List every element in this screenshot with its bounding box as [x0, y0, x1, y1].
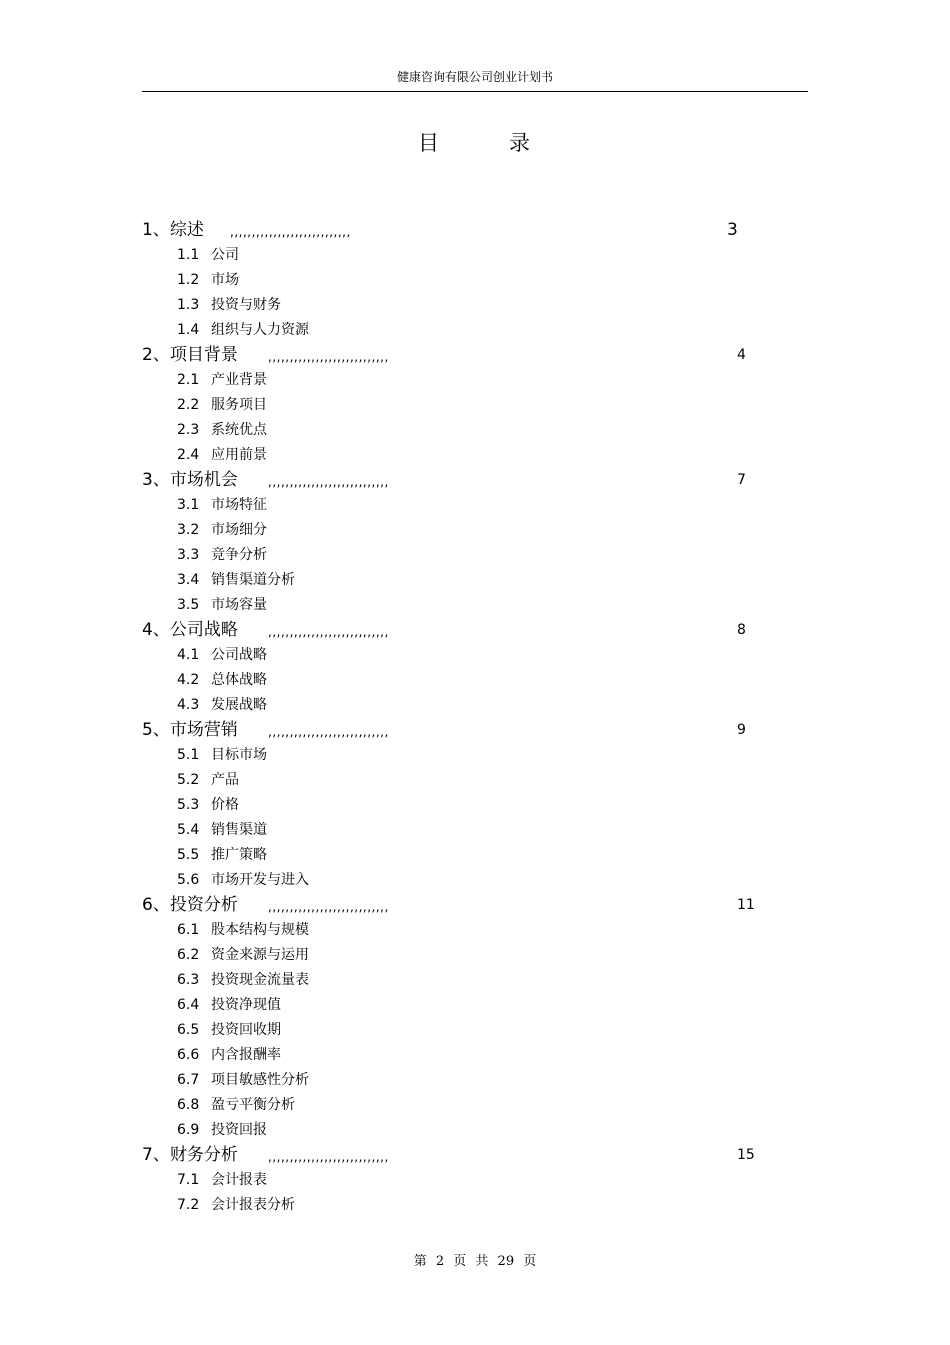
toc-page-number: 7	[737, 472, 746, 488]
toc-subsection-label: 盈亏平衡分析	[211, 1097, 295, 1113]
toc-subsection-number: 1.2	[177, 272, 200, 288]
toc-subsection-label: 内含报酬率	[211, 1047, 281, 1063]
toc-subsection-label: 投资净现值	[211, 997, 281, 1013]
toc-subsection[interactable]	[0, 1018, 950, 1043]
toc-subsection[interactable]	[0, 393, 950, 418]
toc-section-label: 5、市场营销	[142, 720, 238, 740]
page-title	[418, 127, 530, 157]
toc-section-label: 4、公司战略	[142, 620, 238, 640]
toc-subsection-number: 2.2	[177, 397, 200, 413]
toc-page-number: 15	[737, 1147, 755, 1163]
toc-subsection[interactable]	[0, 693, 950, 718]
toc-subsection-label: 市场容量	[211, 597, 267, 613]
toc-subsection-number: 6.5	[177, 1022, 200, 1038]
toc-subsection-label: 竞争分析	[211, 547, 267, 563]
toc-subsection-label: 会计报表分析	[211, 1197, 295, 1213]
toc-subsection[interactable]	[0, 843, 950, 868]
toc-subsection[interactable]	[0, 968, 950, 993]
toc-subsection-number: 5.5	[177, 847, 200, 863]
toc-leader-dots: ,,,,,,,,,,,,,,,,,,,,,,,,,,,,	[268, 900, 389, 914]
toc-subsection-label: 投资回收期	[211, 1022, 281, 1038]
toc-subsection-number: 7.1	[177, 1172, 200, 1188]
toc-subsection-number: 2.1	[177, 372, 200, 388]
toc-subsection[interactable]	[0, 1043, 950, 1068]
toc-section[interactable]	[0, 718, 950, 743]
toc-subsection-number: 1.3	[177, 297, 200, 313]
toc-subsection-number: 3.1	[177, 497, 200, 513]
toc-subsection[interactable]	[0, 1068, 950, 1093]
toc-subsection-number: 5.1	[177, 747, 200, 763]
toc-leader-dots: ,,,,,,,,,,,,,,,,,,,,,,,,,,,,	[268, 725, 389, 739]
toc-section[interactable]	[0, 468, 950, 493]
toc-subsection[interactable]	[0, 1118, 950, 1143]
toc-subsection-label: 组织与人力资源	[211, 322, 309, 338]
toc-subsection-label: 应用前景	[211, 447, 267, 463]
toc-page-number: 9	[737, 722, 746, 738]
toc-subsection-label: 产业背景	[211, 372, 267, 388]
page-footer: 第 2 页 共 29 页	[413, 1254, 537, 1269]
toc-subsection-label: 公司战略	[211, 647, 267, 663]
toc-subsection-number: 2.3	[177, 422, 200, 438]
toc-subsection-label: 市场细分	[211, 522, 267, 538]
toc-subsection[interactable]	[0, 293, 950, 318]
toc-subsection[interactable]	[0, 818, 950, 843]
toc-subsection-label: 价格	[211, 797, 239, 813]
toc-section-label: 3、市场机会	[142, 470, 238, 490]
toc-subsection[interactable]	[0, 768, 950, 793]
toc-subsection[interactable]	[0, 318, 950, 343]
toc-subsection-number: 4.1	[177, 647, 200, 663]
toc-subsection-number: 5.3	[177, 797, 200, 813]
toc-subsection-label: 投资回报	[211, 1122, 267, 1138]
toc-subsection-label: 目标市场	[211, 747, 267, 763]
toc-subsection-number: 2.4	[177, 447, 200, 463]
toc-subsection-number: 6.3	[177, 972, 200, 988]
toc-page-number: 8	[737, 622, 746, 638]
toc-subsection-number: 6.4	[177, 997, 200, 1013]
header-rule	[142, 91, 808, 92]
toc-subsection-label: 发展战略	[211, 697, 267, 713]
toc-subsection[interactable]	[0, 918, 950, 943]
toc-leader-dots: ,,,,,,,,,,,,,,,,,,,,,,,,,,,,	[268, 475, 389, 489]
toc-section[interactable]	[0, 218, 950, 243]
table-of-contents	[0, 218, 950, 1218]
toc-subsection[interactable]	[0, 518, 950, 543]
toc-subsection[interactable]	[0, 793, 950, 818]
toc-subsection-number: 5.4	[177, 822, 200, 838]
toc-subsection-label: 市场特征	[211, 497, 267, 513]
toc-subsection-label: 市场开发与进入	[211, 872, 309, 888]
toc-section[interactable]	[0, 618, 950, 643]
toc-subsection[interactable]	[0, 1168, 950, 1193]
toc-subsection[interactable]	[0, 368, 950, 393]
toc-subsection-number: 5.2	[177, 772, 200, 788]
toc-subsection-label: 推广策略	[211, 847, 267, 863]
toc-subsection-number: 5.6	[177, 872, 200, 888]
toc-subsection-label: 会计报表	[211, 1172, 267, 1188]
toc-subsection[interactable]	[0, 668, 950, 693]
toc-section-label: 1、综述	[142, 220, 204, 240]
toc-subsection-number: 1.1	[177, 247, 200, 263]
toc-leader-dots: ,,,,,,,,,,,,,,,,,,,,,,,,,,,,	[268, 1150, 389, 1164]
toc-subsection-number: 6.1	[177, 922, 200, 938]
toc-subsection[interactable]	[0, 1193, 950, 1218]
toc-subsection-label: 销售渠道	[211, 822, 267, 838]
toc-subsection-label: 产品	[211, 772, 239, 788]
toc-leader-dots: ,,,,,,,,,,,,,,,,,,,,,,,,,,,,	[268, 350, 389, 364]
toc-leader-dots: ,,,,,,,,,,,,,,,,,,,,,,,,,,,,	[230, 225, 351, 239]
toc-subsection-number: 6.8	[177, 1097, 200, 1113]
toc-subsection-number: 7.2	[177, 1197, 200, 1213]
page-title-left: 目	[418, 131, 439, 155]
toc-subsection-number: 6.7	[177, 1072, 200, 1088]
toc-subsection-label: 资金来源与运用	[211, 947, 309, 963]
toc-subsection[interactable]	[0, 643, 950, 668]
toc-subsection-number: 3.5	[177, 597, 200, 613]
toc-subsection-label: 投资与财务	[211, 297, 281, 313]
toc-page-number: 11	[737, 897, 755, 913]
toc-subsection[interactable]	[0, 418, 950, 443]
toc-subsection-label: 销售渠道分析	[211, 572, 295, 588]
toc-page-number: 4	[737, 347, 746, 363]
toc-subsection-label: 公司	[211, 247, 239, 263]
toc-subsection-number: 4.2	[177, 672, 200, 688]
toc-section-label: 6、投资分析	[142, 895, 238, 915]
toc-subsection-number: 4.3	[177, 697, 200, 713]
toc-section[interactable]	[0, 1143, 950, 1168]
toc-subsection-number: 3.2	[177, 522, 200, 538]
toc-subsection[interactable]	[0, 443, 950, 468]
toc-subsection[interactable]	[0, 268, 950, 293]
toc-subsection[interactable]	[0, 943, 950, 968]
toc-subsection[interactable]	[0, 743, 950, 768]
toc-subsection[interactable]	[0, 493, 950, 518]
toc-subsection-label: 总体战略	[211, 672, 267, 688]
toc-subsection-number: 6.9	[177, 1122, 200, 1138]
toc-subsection-number: 3.4	[177, 572, 200, 588]
toc-subsection-label: 服务项目	[211, 397, 267, 413]
toc-subsection-label: 系统优点	[211, 422, 267, 438]
toc-subsection[interactable]	[0, 593, 950, 618]
toc-section[interactable]	[0, 343, 950, 368]
page-title-right: 录	[509, 131, 530, 155]
toc-leader-dots: ,,,,,,,,,,,,,,,,,,,,,,,,,,,,	[268, 625, 389, 639]
page-header: 健康咨询有限公司创业计划书	[396, 70, 553, 84]
toc-subsection-label: 股本结构与规模	[211, 922, 309, 938]
toc-subsection[interactable]	[0, 568, 950, 593]
toc-subsection-label: 投资现金流量表	[211, 972, 309, 988]
toc-subsection-label: 市场	[211, 272, 239, 288]
toc-section-label: 7、财务分析	[142, 1145, 238, 1165]
toc-subsection-number: 6.6	[177, 1047, 200, 1063]
toc-subsection[interactable]	[0, 993, 950, 1018]
toc-section-label: 2、项目背景	[142, 345, 238, 365]
toc-subsection[interactable]	[0, 243, 950, 268]
toc-page-number: 3	[727, 220, 738, 240]
toc-subsection[interactable]	[0, 868, 950, 893]
toc-section[interactable]	[0, 893, 950, 918]
toc-subsection-number: 6.2	[177, 947, 200, 963]
toc-subsection-label: 项目敏感性分析	[211, 1072, 309, 1088]
toc-subsection[interactable]	[0, 543, 950, 568]
toc-subsection[interactable]	[0, 1093, 950, 1118]
toc-subsection-number: 3.3	[177, 547, 200, 563]
toc-subsection-number: 1.4	[177, 322, 200, 338]
